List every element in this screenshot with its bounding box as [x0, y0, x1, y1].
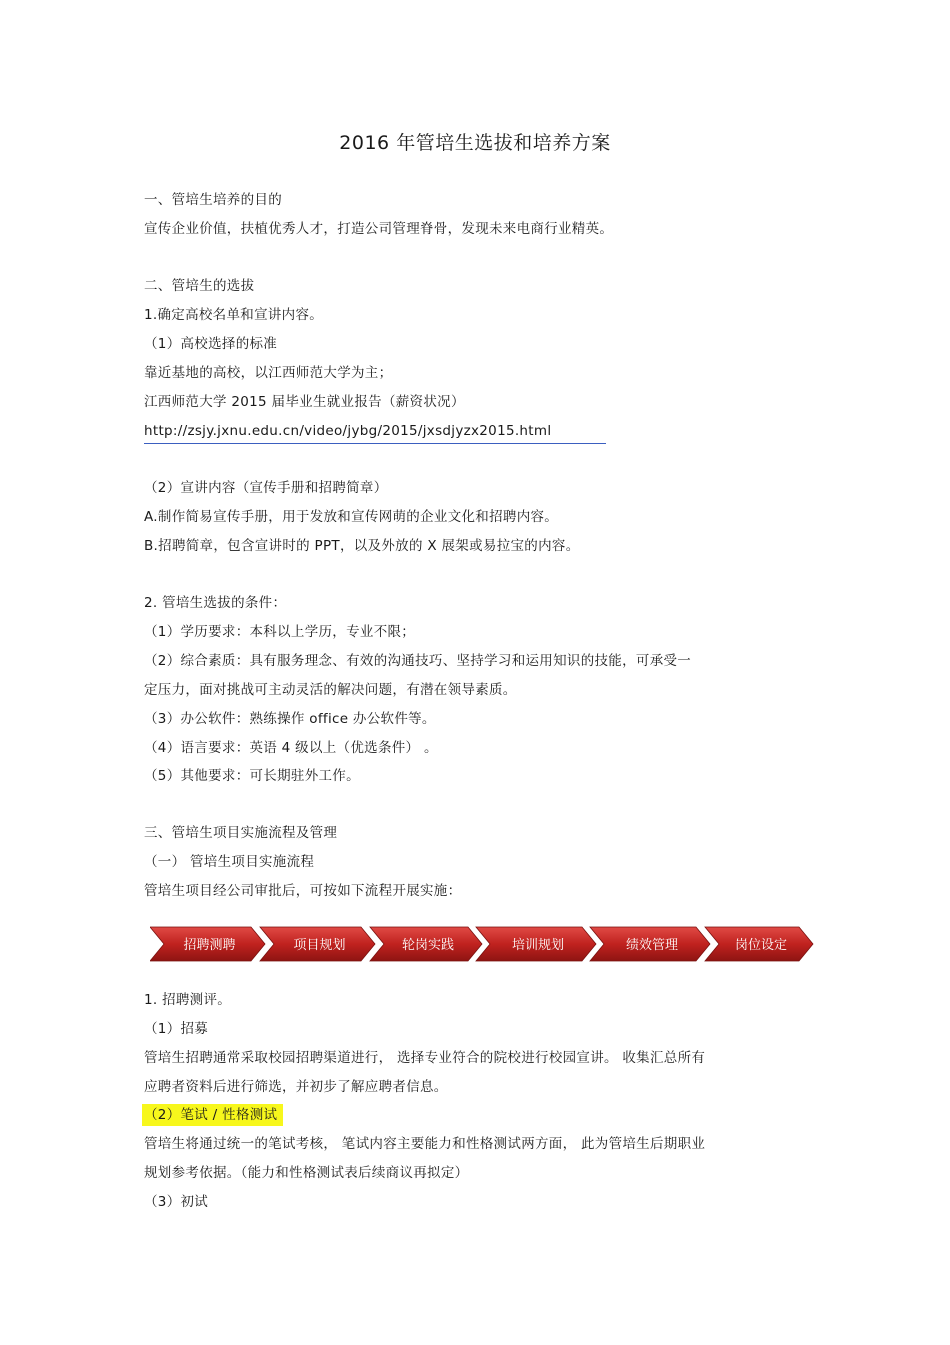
employment-report-link[interactable]: http://zsjy.jxnu.edu.cn/video/jybg/2015/jxsdjyzx2015.html: [144, 422, 606, 444]
recruit-text-line-2: 应聘者资料后进行筛选，并初步了解应聘者信息。: [144, 1079, 448, 1095]
section-2-item-1: 1.确定高校名单和宣讲内容。: [144, 307, 324, 323]
flow-step-label: 项目规划: [293, 937, 346, 952]
section-3-intro: 管培生项目经公司审批后，可按如下流程开展实施：: [144, 883, 462, 899]
recruit-text-line-1: 管培生招聘通常采取校园招聘渠道进行， 选择专业符合的院校进行校园宣讲。 收集汇总所有: [144, 1050, 706, 1066]
condition-quality-line-1: （2）综合素质：具有服务理念、有效的沟通技巧、坚持学习和运用知识的技能，可承受一: [144, 653, 692, 669]
flow-step-label: 绩效管理: [625, 937, 679, 952]
highlighted-subheading: （2）笔试 / 性格测试: [142, 1104, 283, 1126]
section-2-criteria-text: 靠近基地的高校，以江西师范大学为主；: [144, 365, 393, 381]
condition-office: （3）办公软件：熟练操作 office 办公软件等。: [144, 711, 436, 727]
section-1-heading: 一、管培生培养的目的: [144, 192, 282, 208]
test-text-line-2: 规划参考依据。（能力和性格测试表后续商议再拟定）: [144, 1165, 469, 1181]
section-1-text: 宣传企业价值，扶植优秀人才，打造公司管理脊骨，发现未来电商行业精英。: [144, 221, 614, 237]
flow-step-label: 招聘测聘: [183, 937, 236, 952]
flow-step-label: 培训规划: [511, 937, 565, 952]
flow-step-label: 岗位设定: [734, 937, 788, 952]
section-2-heading: 二、管培生的选拔: [144, 278, 255, 294]
step-1-sub-1: （1）招募: [144, 1021, 209, 1037]
condition-education: （1）学历要求：本科以上学历，专业不限；: [144, 624, 416, 640]
section-2-report-text: 江西师范大学 2015 届毕业生就业报告（薪资状况）: [144, 394, 465, 410]
section-3-sub-1: （一） 管培生项目实施流程: [144, 854, 315, 870]
section-2-item-1-sub-2-b: B.招聘简章，包含宣讲时的 PPT，以及外放的 X 展架或易拉宝的内容。: [144, 538, 580, 554]
step-1-heading: 1. 招聘测评。: [144, 992, 232, 1008]
section-2-item-1-sub-2-a: A.制作简易宣传手册，用于发放和宣传网萌的企业文化和招聘内容。: [144, 509, 559, 525]
section-2-item-1-sub-2: （2）宣讲内容（宣传手册和招聘简章）: [144, 480, 388, 496]
document-title: 2016 年管培生选拔和培养方案: [339, 132, 611, 154]
section-2-item-1-sub-1: （1）高校选择的标准: [144, 336, 278, 352]
condition-quality-line-2: 定压力，面对挑战可主动灵活的解决问题，有潜在领导素质。: [144, 682, 517, 698]
test-text-line-1: 管培生将通过统一的笔试考核， 笔试内容主要能力和性格测试两方面， 此为管培生后期职业: [144, 1136, 706, 1152]
condition-other: （5）其他要求：可长期驻外工作。: [144, 768, 360, 784]
section-3-heading: 三、管培生项目实施流程及管理: [144, 825, 338, 841]
flow-step-label: 轮岗实践: [401, 937, 455, 952]
step-1-sub-3: （3）初试: [144, 1194, 209, 1210]
condition-language: （4）语言要求：英语 4 级以上（优选条件） 。: [144, 740, 438, 756]
section-2-item-2: 2. 管培生选拔的条件：: [144, 595, 287, 611]
process-flow-diagram: [150, 924, 815, 964]
